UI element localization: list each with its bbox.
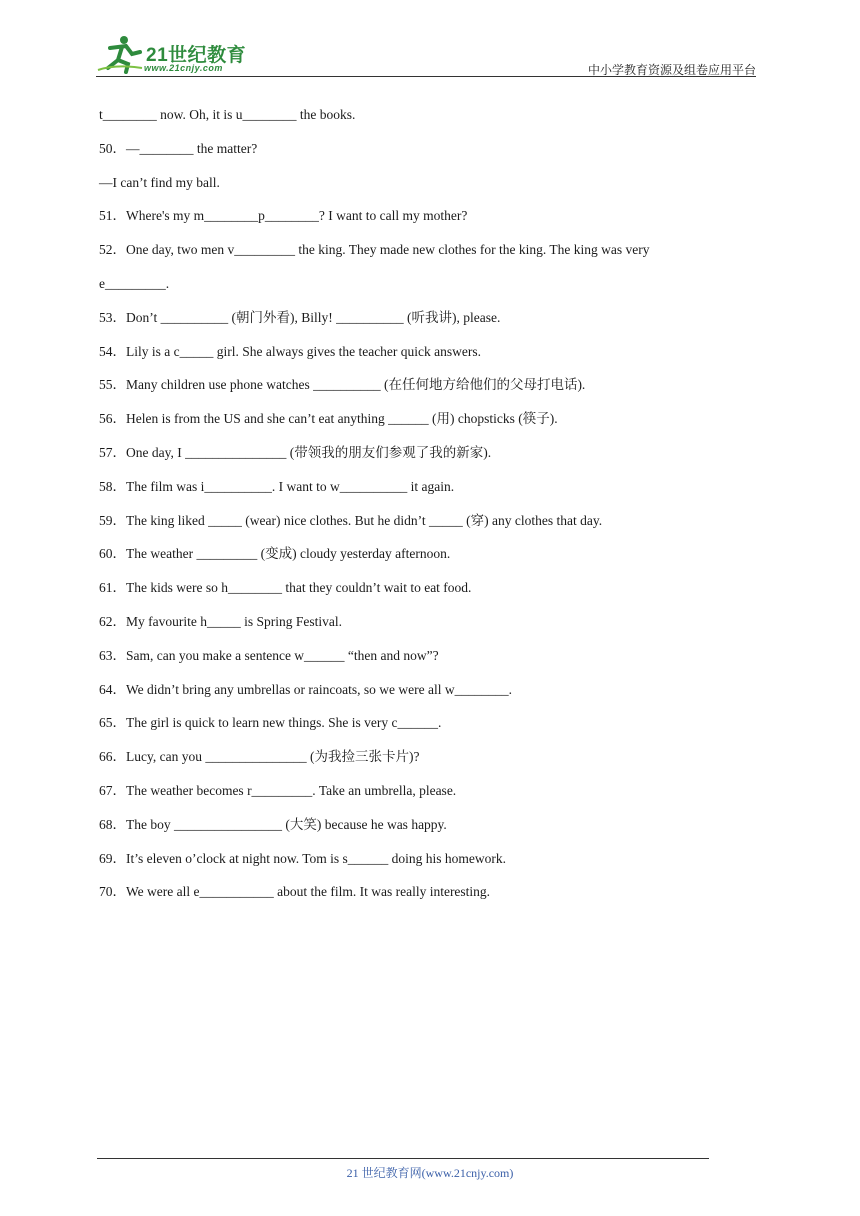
question-line: 60．The weather _________ (变成) cloudy yesterday afternoon. [99,546,451,562]
question-line: 54．Lily is a c_____ girl. She always gives the teacher quick answers. [99,343,482,359]
header-divider [96,76,756,77]
question-line: 50．—________ the matter? [99,140,258,156]
page-header [96,32,756,78]
logo-url: www.21cnjy.com [144,63,223,73]
page-footer: 21 世纪教育网(www.21cnjy.com) [346,1166,514,1180]
question-line: 65．The girl is quick to learn new things. She is very c______. [99,715,442,731]
question-line: 58．The film was i__________. I want to w__________ it again. [99,478,455,494]
platform-name: 中小学教育资源及组卷应用平台 [587,63,756,77]
question-line: 55．Many children use phone watches __________ (在任何地方给他们的父母打电话). [99,377,586,393]
footer-divider [97,1158,709,1159]
question-line: 61．The kids were so h________ that they couldn’t wait to eat food. [99,580,472,596]
question-line: 67．The weather becomes r_________. Take an umbrella, please. [99,782,457,798]
question-line: t________ now. Oh, it is u________ the books. [99,107,356,122]
question-list [99,104,739,915]
site-logo [96,32,256,76]
logo-title: 21世纪教育 [146,45,247,66]
question-line: 63．Sam, can you make a sentence w______ “then and now”? [99,647,439,663]
question-line: e_________. [99,275,170,291]
question-line: 53．Don’t __________ (朝门外看), Billy! __________ (听我讲), please. [99,309,501,325]
question-line: 52．One day, two men v_________ the king. They made new clothes for the king. The king was very [99,242,650,258]
question-line: 51．Where's my m________p________? I want to call my mother? [99,208,468,224]
question-line: 57．One day, I _______________ (带领我的朋友们参观了我的新家). [99,444,492,460]
question-line: 59．The king liked _____ (wear) nice clothes. But he didn’t _____ (穿) any clothes that day. [99,512,603,528]
question-line: —I can’t find my ball. [99,174,220,190]
question-line: 66．Lucy, can you _______________ (为我捡三张卡片)? [99,749,420,765]
running-figure-icon [96,34,146,74]
question-line: 68．The boy ________________ (大笑) because he was happy. [99,816,447,832]
question-line: 56．Helen is from the US and she can’t eat anything ______ (用) chopsticks (筷子). [99,411,558,427]
question-line: 70．We were all e___________ about the film. It was really interesting. [99,884,491,900]
question-line: 69．It’s eleven o’clock at night now. Tom is s______ doing his homework. [99,850,507,866]
question-line: 62．My favourite h_____ is Spring Festival. [99,613,342,629]
question-line: 64．We didn’t bring any umbrellas or raincoats, so we were all w________. [99,681,512,697]
